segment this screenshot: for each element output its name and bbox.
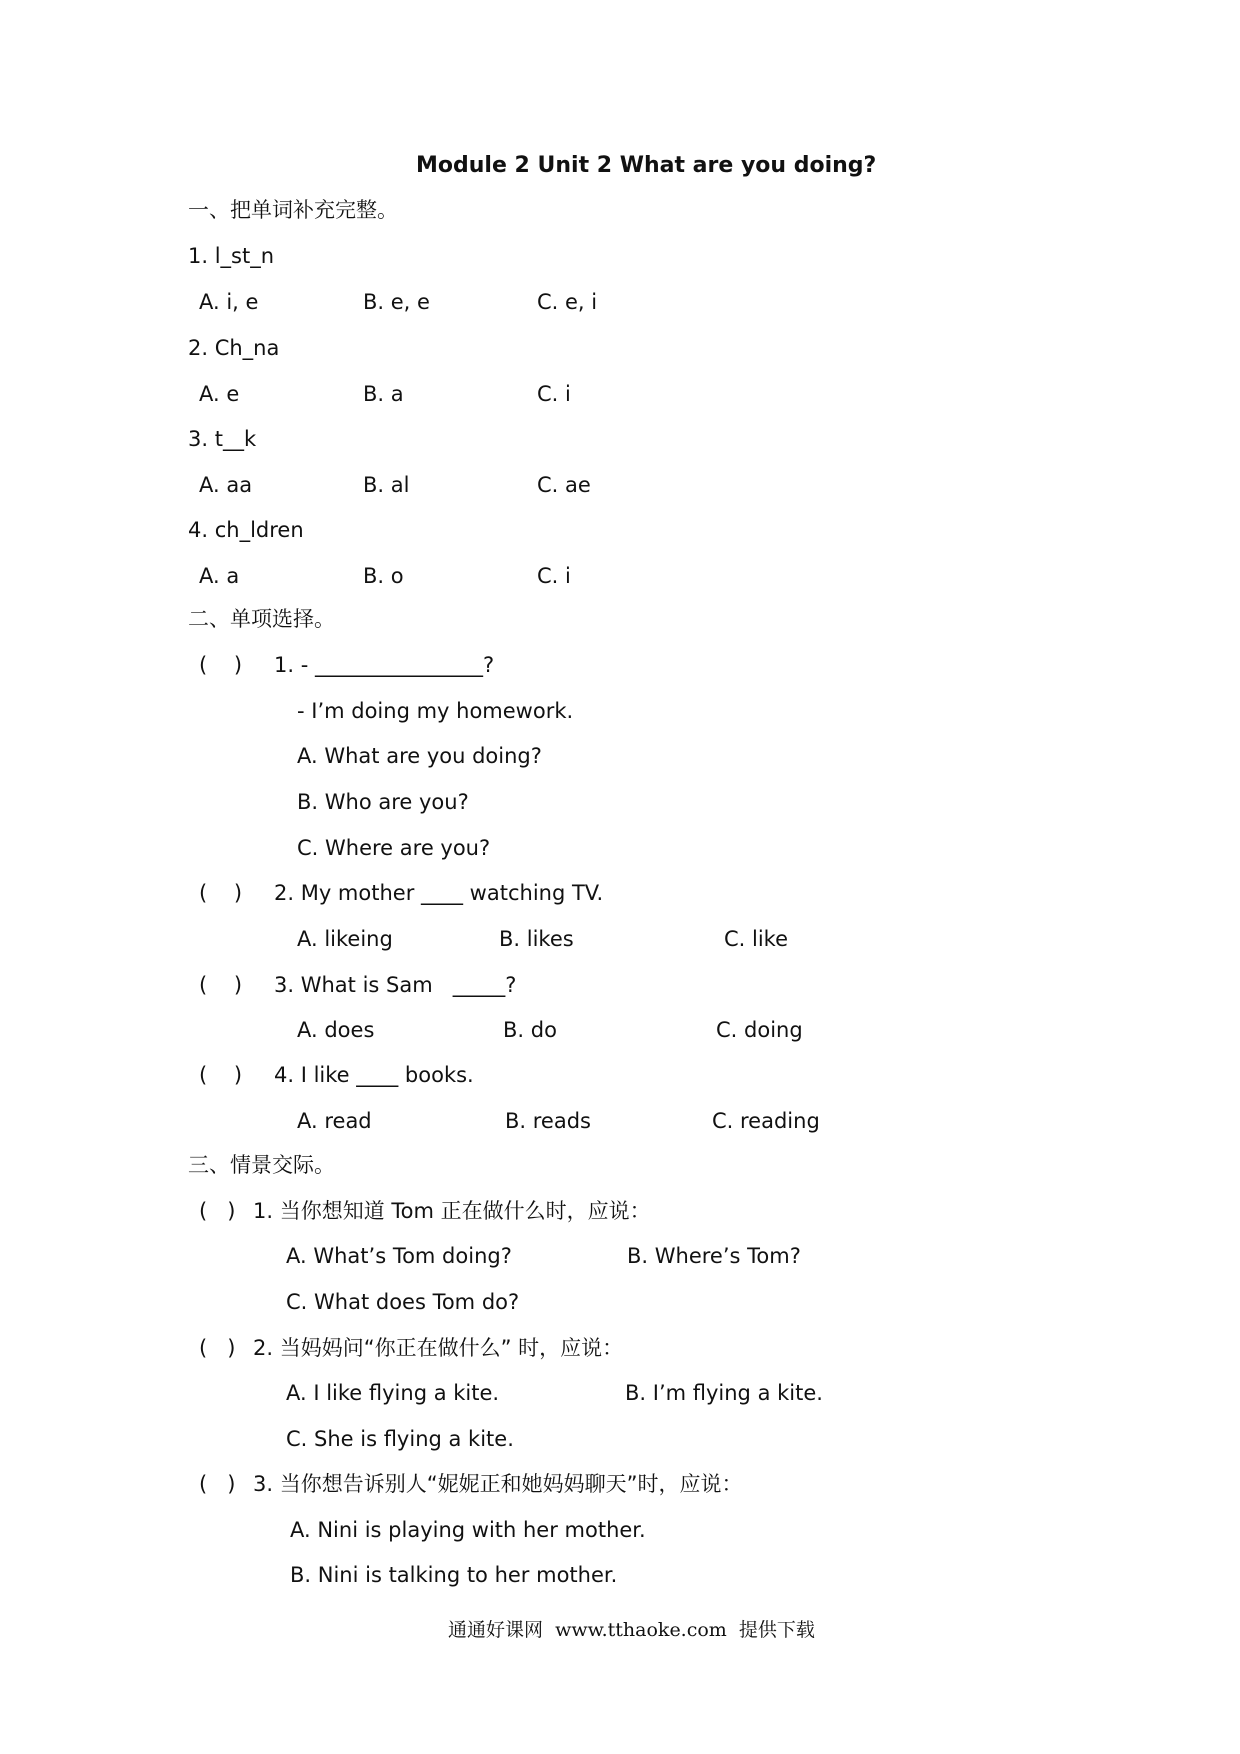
s2-q2-answer-paren: ( ) bbox=[199, 881, 243, 905]
s1-q3: 3. t__k bbox=[188, 427, 257, 451]
s3-q3-option-a: A. Nini is playing with her mother. bbox=[290, 1518, 646, 1542]
section1-heading: 一、把单词补充完整。 bbox=[188, 198, 398, 222]
s2-q4-option-c: C. reading bbox=[712, 1109, 820, 1133]
section2-heading: 二、单项选择。 bbox=[188, 607, 335, 631]
s3-q2-option-c: C. She is flying a kite. bbox=[286, 1427, 514, 1451]
s1-q2: 2. Ch_na bbox=[188, 336, 280, 360]
s1-q3-option-a: A. aa bbox=[199, 473, 253, 497]
s2-q1-option-a: A. What are you doing? bbox=[297, 744, 542, 768]
s1-q4: 4. ch_ldren bbox=[188, 518, 304, 542]
s2-q1: 1. - ________________? bbox=[274, 653, 495, 677]
s2-q4-option-b: B. reads bbox=[505, 1109, 591, 1133]
page-title: Module 2 Unit 2 What are you doing? bbox=[416, 153, 877, 178]
page-footer: 通通好课网 www.tthaoke.com 提供下载 bbox=[448, 1619, 815, 1641]
s2-q3-option-b: B. do bbox=[503, 1018, 557, 1042]
s2-q2-option-b: B. likes bbox=[499, 927, 574, 951]
s2-q3: 3. What is Sam _____? bbox=[274, 973, 517, 997]
s2-q4: 4. I like ____ books. bbox=[274, 1063, 474, 1087]
s1-q2-option-a: A. e bbox=[199, 382, 240, 406]
s1-q1-option-a: A. i, e bbox=[199, 290, 259, 314]
s3-q2-option-b: B. I’m flying a kite. bbox=[625, 1381, 823, 1405]
s2-q2-option-a: A. likeing bbox=[297, 927, 393, 951]
s2-q2: 2. My mother ____ watching TV. bbox=[274, 881, 604, 905]
s1-q4-option-c: C. i bbox=[537, 564, 571, 588]
s3-q2: 2. 当妈妈问“你正在做什么” 时，应说： bbox=[253, 1336, 624, 1360]
s1-q1-option-b: B. e, e bbox=[363, 290, 430, 314]
s1-q1: 1. l_st_n bbox=[188, 244, 275, 268]
s3-q1-option-c: C. What does Tom do? bbox=[286, 1290, 520, 1314]
s1-q2-option-c: C. i bbox=[537, 382, 571, 406]
s3-q1-option-b: B. Where’s Tom? bbox=[627, 1244, 801, 1268]
s2-q3-option-a: A. does bbox=[297, 1018, 375, 1042]
s1-q3-option-b: B. al bbox=[363, 473, 410, 497]
s3-q1-option-a: A. What’s Tom doing? bbox=[286, 1244, 512, 1268]
s3-q2-option-a: A. I like flying a kite. bbox=[286, 1381, 500, 1405]
s2-q4-option-a: A. read bbox=[297, 1109, 372, 1133]
s2-q3-answer-paren: ( ) bbox=[199, 973, 243, 997]
s1-q1-option-c: C. e, i bbox=[537, 290, 598, 314]
s2-q1-option-b: B. Who are you? bbox=[297, 790, 469, 814]
s2-q1-response: - I’m doing my homework. bbox=[297, 699, 574, 723]
s3-q1: 1. 当你想知道 Tom 正在做什么时，应说： bbox=[253, 1199, 651, 1223]
s2-q3-option-c: C. doing bbox=[716, 1018, 803, 1042]
s3-q2-answer-paren: ( ) bbox=[199, 1336, 236, 1360]
s3-q3: 3. 当你想告诉别人“妮妮正和她妈妈聊天”时，应说： bbox=[253, 1472, 743, 1496]
s1-q4-option-b: B. o bbox=[363, 564, 404, 588]
s2-q2-option-c: C. like bbox=[724, 927, 789, 951]
section3-heading: 三、情景交际。 bbox=[188, 1153, 335, 1177]
s3-q3-option-b: B. Nini is talking to her mother. bbox=[290, 1563, 618, 1587]
s2-q1-option-c: C. Where are you? bbox=[297, 836, 491, 860]
s2-q1-answer-paren: ( ) bbox=[199, 653, 243, 677]
s1-q2-option-b: B. a bbox=[363, 382, 404, 406]
s3-q3-answer-paren: ( ) bbox=[199, 1472, 236, 1496]
s1-q4-option-a: A. a bbox=[199, 564, 240, 588]
s2-q4-answer-paren: ( ) bbox=[199, 1063, 243, 1087]
s1-q3-option-c: C. ae bbox=[537, 473, 591, 497]
s3-q1-answer-paren: ( ) bbox=[199, 1199, 236, 1223]
